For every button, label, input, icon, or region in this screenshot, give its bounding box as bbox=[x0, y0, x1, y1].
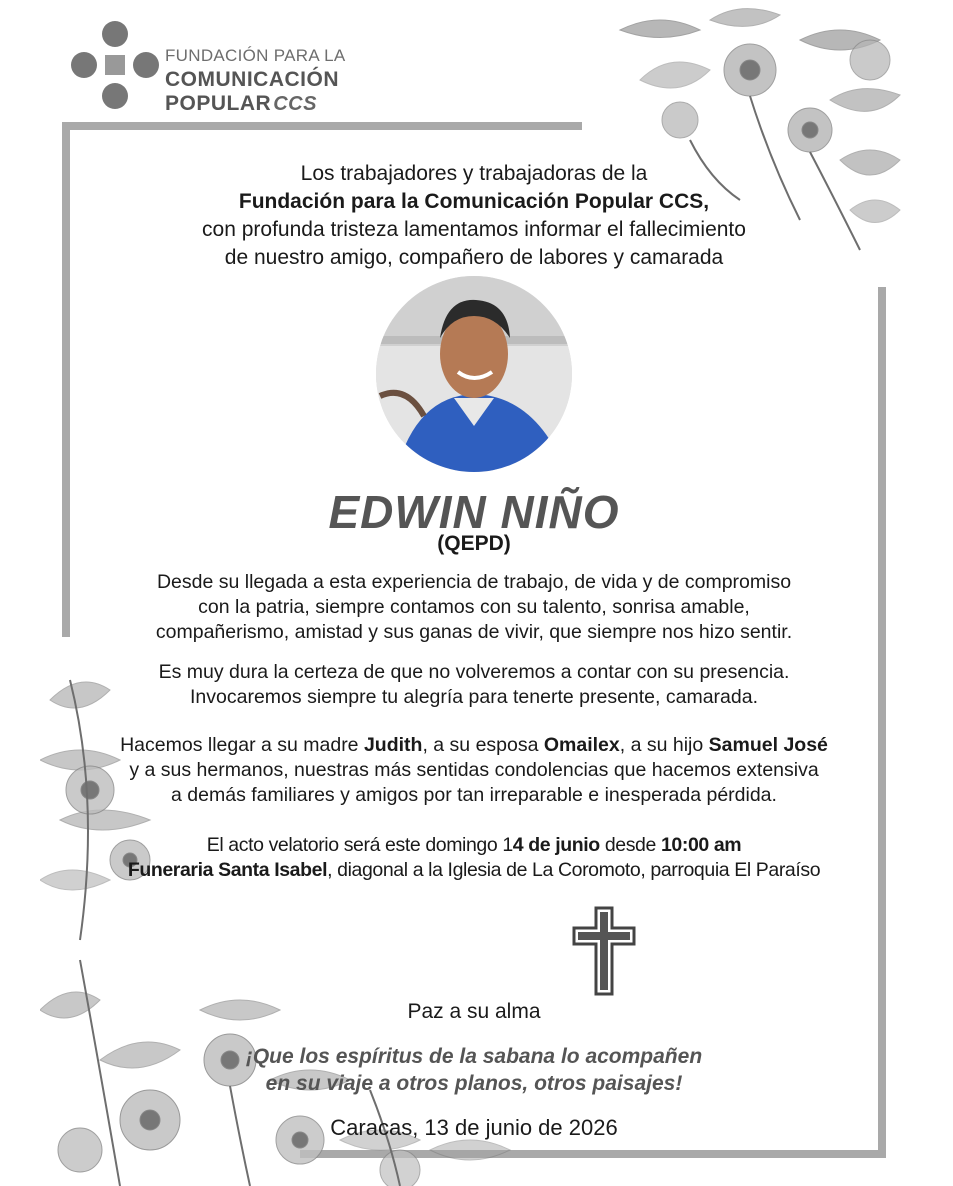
logo-text-main: COMUNICACIÓN POPULAR bbox=[165, 68, 339, 115]
paragraph-line bbox=[70, 733, 878, 758]
intro-line4: de nuestro amigo, compañero de labores y camarada bbox=[224, 246, 724, 269]
paragraph-line: Es muy dura la certeza de que no volveremos a contar con su presencia. bbox=[158, 661, 790, 683]
frame-right-line bbox=[878, 287, 886, 1157]
organization-logo bbox=[70, 20, 490, 115]
logo-text-line2 bbox=[165, 68, 490, 116]
son-name: Samuel José bbox=[708, 734, 828, 756]
logo-ccs-mark: CCS bbox=[273, 93, 317, 115]
paragraph-line: Desde su llegada a esta experiencia de trabajo, de vida y de compromiso bbox=[156, 571, 792, 593]
wake-time: 10:00 am bbox=[660, 834, 742, 856]
paragraph-line bbox=[70, 833, 878, 858]
text-span: desde bbox=[599, 834, 661, 856]
paragraph-line: con la patria, siempre contamos con su talento, sonrisa amable, bbox=[198, 596, 750, 618]
paragraph-line: y a sus hermanos, nuestras más sentidas condolencias que hacemos extensiva bbox=[129, 759, 819, 781]
text-span: , diagonal a la Iglesia de La Coromoto, parroquia El Paraíso bbox=[327, 859, 821, 881]
paragraph-line bbox=[70, 858, 878, 883]
wake-date: 4 de junio bbox=[512, 834, 600, 856]
text-span: Hacemos llegar a su madre bbox=[120, 734, 364, 756]
qepd-label: (QEPD) bbox=[437, 532, 511, 555]
place-date: Caracas, 13 de junio de 2026 bbox=[330, 1115, 618, 1140]
frame-top-line bbox=[62, 122, 582, 130]
paragraph-line: compañerismo, amistad y sus ganas de vivir, que siempre nos hizo sentir. bbox=[155, 621, 793, 643]
paragraph-remembrance bbox=[70, 660, 878, 710]
paragraph-line: Invocaremos siempre tu alegría para tenerte presente, camarada. bbox=[190, 686, 758, 708]
logo-text-line1: FUNDACIÓN PARA LA bbox=[165, 46, 346, 65]
intro-line3: con profunda tristeza lamentamos informar el fallecimiento bbox=[202, 218, 746, 241]
organization-name: Fundación para la Comunicación Popular CCS, bbox=[238, 190, 710, 213]
text-span: El acto velatorio será este domingo 1 bbox=[206, 834, 513, 856]
portrait-illustration bbox=[376, 276, 572, 472]
quote-line: ¡Que los espíritus de la sabana lo acompañen bbox=[245, 1045, 703, 1068]
deceased-photo bbox=[376, 276, 572, 472]
paragraph-tribute bbox=[70, 570, 878, 645]
text-span: , a su esposa bbox=[422, 734, 544, 756]
intro-line1: Los trabajadores y trabajadoras de la bbox=[300, 162, 648, 185]
paragraph-condolences bbox=[70, 733, 878, 808]
logo-mark-icon bbox=[70, 20, 160, 110]
paragraph-wake-details bbox=[70, 833, 878, 883]
mother-name: Judith bbox=[363, 734, 423, 756]
paragraph-line: a demás familiares y amigos por tan irreparable e inesperada pérdida. bbox=[171, 784, 777, 806]
peace-message: Paz a su alma bbox=[407, 1000, 541, 1023]
funeral-home-name: Funeraria Santa Isabel bbox=[127, 859, 328, 881]
latin-cross-icon bbox=[572, 906, 636, 996]
intro-text bbox=[70, 160, 878, 272]
wife-name: Omailex bbox=[543, 734, 620, 756]
closing-quote bbox=[70, 1043, 878, 1097]
quote-line: en su viaje a otros planos, otros paisajes! bbox=[265, 1072, 683, 1095]
deceased-name: EDWIN NIÑO bbox=[328, 486, 620, 538]
text-span: , a su hijo bbox=[619, 734, 709, 756]
frame-left-line bbox=[62, 122, 70, 637]
